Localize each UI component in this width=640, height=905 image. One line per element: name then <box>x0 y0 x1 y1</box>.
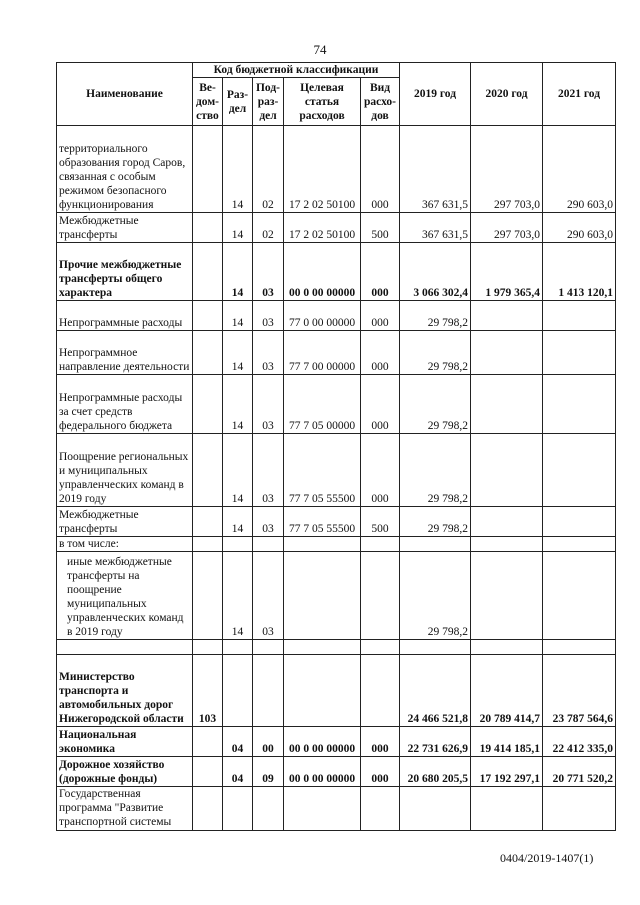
row-podrazdel <box>253 787 284 831</box>
table-row <box>57 126 616 213</box>
table-row <box>57 331 616 375</box>
row-2020 <box>471 375 543 434</box>
row-target: 77 7 05 00000 <box>284 375 361 434</box>
row-2021: 20 771 520,2 <box>543 757 616 787</box>
row-vid: 000 <box>361 375 400 434</box>
row-vid <box>361 655 400 727</box>
budget-table <box>56 62 616 831</box>
row-vid: 000 <box>361 757 400 787</box>
row-2021 <box>543 375 616 434</box>
row-vid: 500 <box>361 507 400 537</box>
row-name <box>57 640 193 655</box>
row-2021 <box>543 507 616 537</box>
row-podrazdel <box>253 537 284 552</box>
table-row <box>57 213 616 243</box>
row-razdel: 04 <box>223 757 253 787</box>
row-ved <box>193 213 223 243</box>
row-target: 77 0 00 00000 <box>284 301 361 331</box>
row-2020 <box>471 331 543 375</box>
document-code: 0404/2019-1407(1) <box>500 851 594 865</box>
row-vid: 000 <box>361 331 400 375</box>
table-row <box>57 727 616 757</box>
row-vid: 500 <box>361 213 400 243</box>
row-ved <box>193 243 223 301</box>
row-2021 <box>543 301 616 331</box>
row-target <box>284 552 361 640</box>
row-name: Непрограммные расходы за счет средств федерального бюджета <box>57 375 193 434</box>
header-vedomstvo: Ве-дом-ство <box>193 78 223 126</box>
row-2019: 22 731 626,9 <box>400 727 471 757</box>
row-target: 00 0 00 00000 <box>284 727 361 757</box>
row-razdel: 14 <box>223 126 253 213</box>
row-name: Министерство транспорта и автомобильных дорог Нижегородской области <box>57 655 193 727</box>
row-2019 <box>400 640 471 655</box>
row-2021: 290 603,0 <box>543 213 616 243</box>
row-vid: 000 <box>361 434 400 507</box>
row-2019: 20 680 205,5 <box>400 757 471 787</box>
header-code-group: Код бюджетной классификации <box>193 63 400 78</box>
header-podrazdel: Под-раз-дел <box>253 78 284 126</box>
row-2021 <box>543 537 616 552</box>
table-row <box>57 655 616 727</box>
row-podrazdel: 03 <box>253 301 284 331</box>
row-podrazdel <box>253 655 284 727</box>
row-2019 <box>400 787 471 831</box>
row-target: 77 7 05 55500 <box>284 507 361 537</box>
header-name: Наименование <box>57 63 193 126</box>
row-2019: 24 466 521,8 <box>400 655 471 727</box>
row-2020 <box>471 301 543 331</box>
row-2019: 29 798,2 <box>400 434 471 507</box>
row-vid: 000 <box>361 727 400 757</box>
row-2021 <box>543 787 616 831</box>
row-name: Межбюджетные трансферты <box>57 507 193 537</box>
row-2021 <box>543 552 616 640</box>
table-row <box>57 640 616 655</box>
row-name: Поощрение региональных и муниципальных управленческих команд в 2019 году <box>57 434 193 507</box>
row-name: в том числе: <box>57 537 193 552</box>
row-name: Непрограммные расходы <box>57 301 193 331</box>
row-2019: 29 798,2 <box>400 375 471 434</box>
row-vid <box>361 537 400 552</box>
row-vid: 000 <box>361 243 400 301</box>
table-row <box>57 375 616 434</box>
header-razdel: Раз-дел <box>223 78 253 126</box>
row-razdel: 14 <box>223 331 253 375</box>
row-2020: 297 703,0 <box>471 126 543 213</box>
row-podrazdel: 03 <box>253 331 284 375</box>
row-podrazdel: 02 <box>253 126 284 213</box>
row-podrazdel: 02 <box>253 213 284 243</box>
header-target: Целевая статья расходов <box>284 78 361 126</box>
row-ved <box>193 552 223 640</box>
row-podrazdel: 03 <box>253 243 284 301</box>
row-name: Межбюджетные трансферты <box>57 213 193 243</box>
row-2020 <box>471 552 543 640</box>
row-2019: 29 798,2 <box>400 331 471 375</box>
row-2019 <box>400 537 471 552</box>
row-razdel: 14 <box>223 243 253 301</box>
row-podrazdel: 03 <box>253 375 284 434</box>
header-2021: 2021 год <box>543 63 616 126</box>
row-name: Государственная программа "Развитие транспортной системы <box>57 787 193 831</box>
row-podrazdel: 03 <box>253 552 284 640</box>
row-vid <box>361 552 400 640</box>
row-razdel: 14 <box>223 375 253 434</box>
row-2019: 29 798,2 <box>400 552 471 640</box>
row-2020: 19 414 185,1 <box>471 727 543 757</box>
row-razdel: 14 <box>223 213 253 243</box>
page-number: 74 <box>313 42 327 57</box>
row-razdel <box>223 537 253 552</box>
row-vid: 000 <box>361 126 400 213</box>
row-target: 17 2 02 50100 <box>284 126 361 213</box>
row-ved <box>193 640 223 655</box>
row-2021: 290 603,0 <box>543 126 616 213</box>
row-name: Прочие межбюджетные трансферты общего характера <box>57 243 193 301</box>
row-name: Непрограммное направление деятельности <box>57 331 193 375</box>
row-name: иные межбюджетные трансферты на поощрение муниципальных управленческих команд в 2019 году <box>57 552 193 640</box>
row-podrazdel: 03 <box>253 507 284 537</box>
row-razdel: 04 <box>223 727 253 757</box>
row-ved <box>193 507 223 537</box>
row-2020: 297 703,0 <box>471 213 543 243</box>
row-razdel: 14 <box>223 552 253 640</box>
row-vid: 000 <box>361 301 400 331</box>
row-2021 <box>543 331 616 375</box>
row-target <box>284 655 361 727</box>
row-2020 <box>471 787 543 831</box>
row-target: 00 0 00 00000 <box>284 757 361 787</box>
row-podrazdel: 00 <box>253 727 284 757</box>
row-name: Дорожное хозяйство (дорожные фонды) <box>57 757 193 787</box>
row-target <box>284 640 361 655</box>
row-2019: 29 798,2 <box>400 301 471 331</box>
row-name: территориального образования город Саров, связанная с особым режимом безопасного функционирования <box>57 126 193 213</box>
header-2020: 2020 год <box>471 63 543 126</box>
row-2020 <box>471 537 543 552</box>
row-ved <box>193 331 223 375</box>
table-row <box>57 507 616 537</box>
row-podrazdel <box>253 640 284 655</box>
row-2020 <box>471 507 543 537</box>
row-razdel: 14 <box>223 507 253 537</box>
row-ved: 103 <box>193 655 223 727</box>
row-2021 <box>543 434 616 507</box>
row-2021: 1 413 120,1 <box>543 243 616 301</box>
row-ved <box>193 537 223 552</box>
row-razdel: 14 <box>223 301 253 331</box>
row-2021: 23 787 564,6 <box>543 655 616 727</box>
row-2020: 1 979 365,4 <box>471 243 543 301</box>
row-ved <box>193 126 223 213</box>
row-razdel <box>223 640 253 655</box>
row-razdel <box>223 655 253 727</box>
row-target: 77 7 00 00000 <box>284 331 361 375</box>
row-target: 17 2 02 50100 <box>284 213 361 243</box>
row-vid <box>361 787 400 831</box>
row-2021: 22 412 335,0 <box>543 727 616 757</box>
row-2020 <box>471 640 543 655</box>
row-name: Национальная экономика <box>57 727 193 757</box>
table-row <box>57 787 616 831</box>
row-2019: 367 631,5 <box>400 213 471 243</box>
row-ved <box>193 301 223 331</box>
row-ved <box>193 375 223 434</box>
row-target: 77 7 05 55500 <box>284 434 361 507</box>
header-2019: 2019 год <box>400 63 471 126</box>
table-row <box>57 757 616 787</box>
row-2021 <box>543 640 616 655</box>
row-2019: 29 798,2 <box>400 507 471 537</box>
row-target <box>284 787 361 831</box>
row-vid <box>361 640 400 655</box>
row-2020: 20 789 414,7 <box>471 655 543 727</box>
table-row <box>57 243 616 301</box>
row-target: 00 0 00 00000 <box>284 243 361 301</box>
table-row <box>57 552 616 640</box>
row-2019: 367 631,5 <box>400 126 471 213</box>
row-ved <box>193 727 223 757</box>
row-podrazdel: 03 <box>253 434 284 507</box>
row-target <box>284 537 361 552</box>
row-razdel: 14 <box>223 434 253 507</box>
row-ved <box>193 787 223 831</box>
header-vid: Вид расхо-дов <box>361 78 400 126</box>
row-ved <box>193 434 223 507</box>
row-razdel <box>223 787 253 831</box>
row-ved <box>193 757 223 787</box>
row-2020 <box>471 434 543 507</box>
table-row <box>57 537 616 552</box>
row-2020: 17 192 297,1 <box>471 757 543 787</box>
row-podrazdel: 09 <box>253 757 284 787</box>
table-row <box>57 434 616 507</box>
table-row <box>57 301 616 331</box>
row-2019: 3 066 302,4 <box>400 243 471 301</box>
